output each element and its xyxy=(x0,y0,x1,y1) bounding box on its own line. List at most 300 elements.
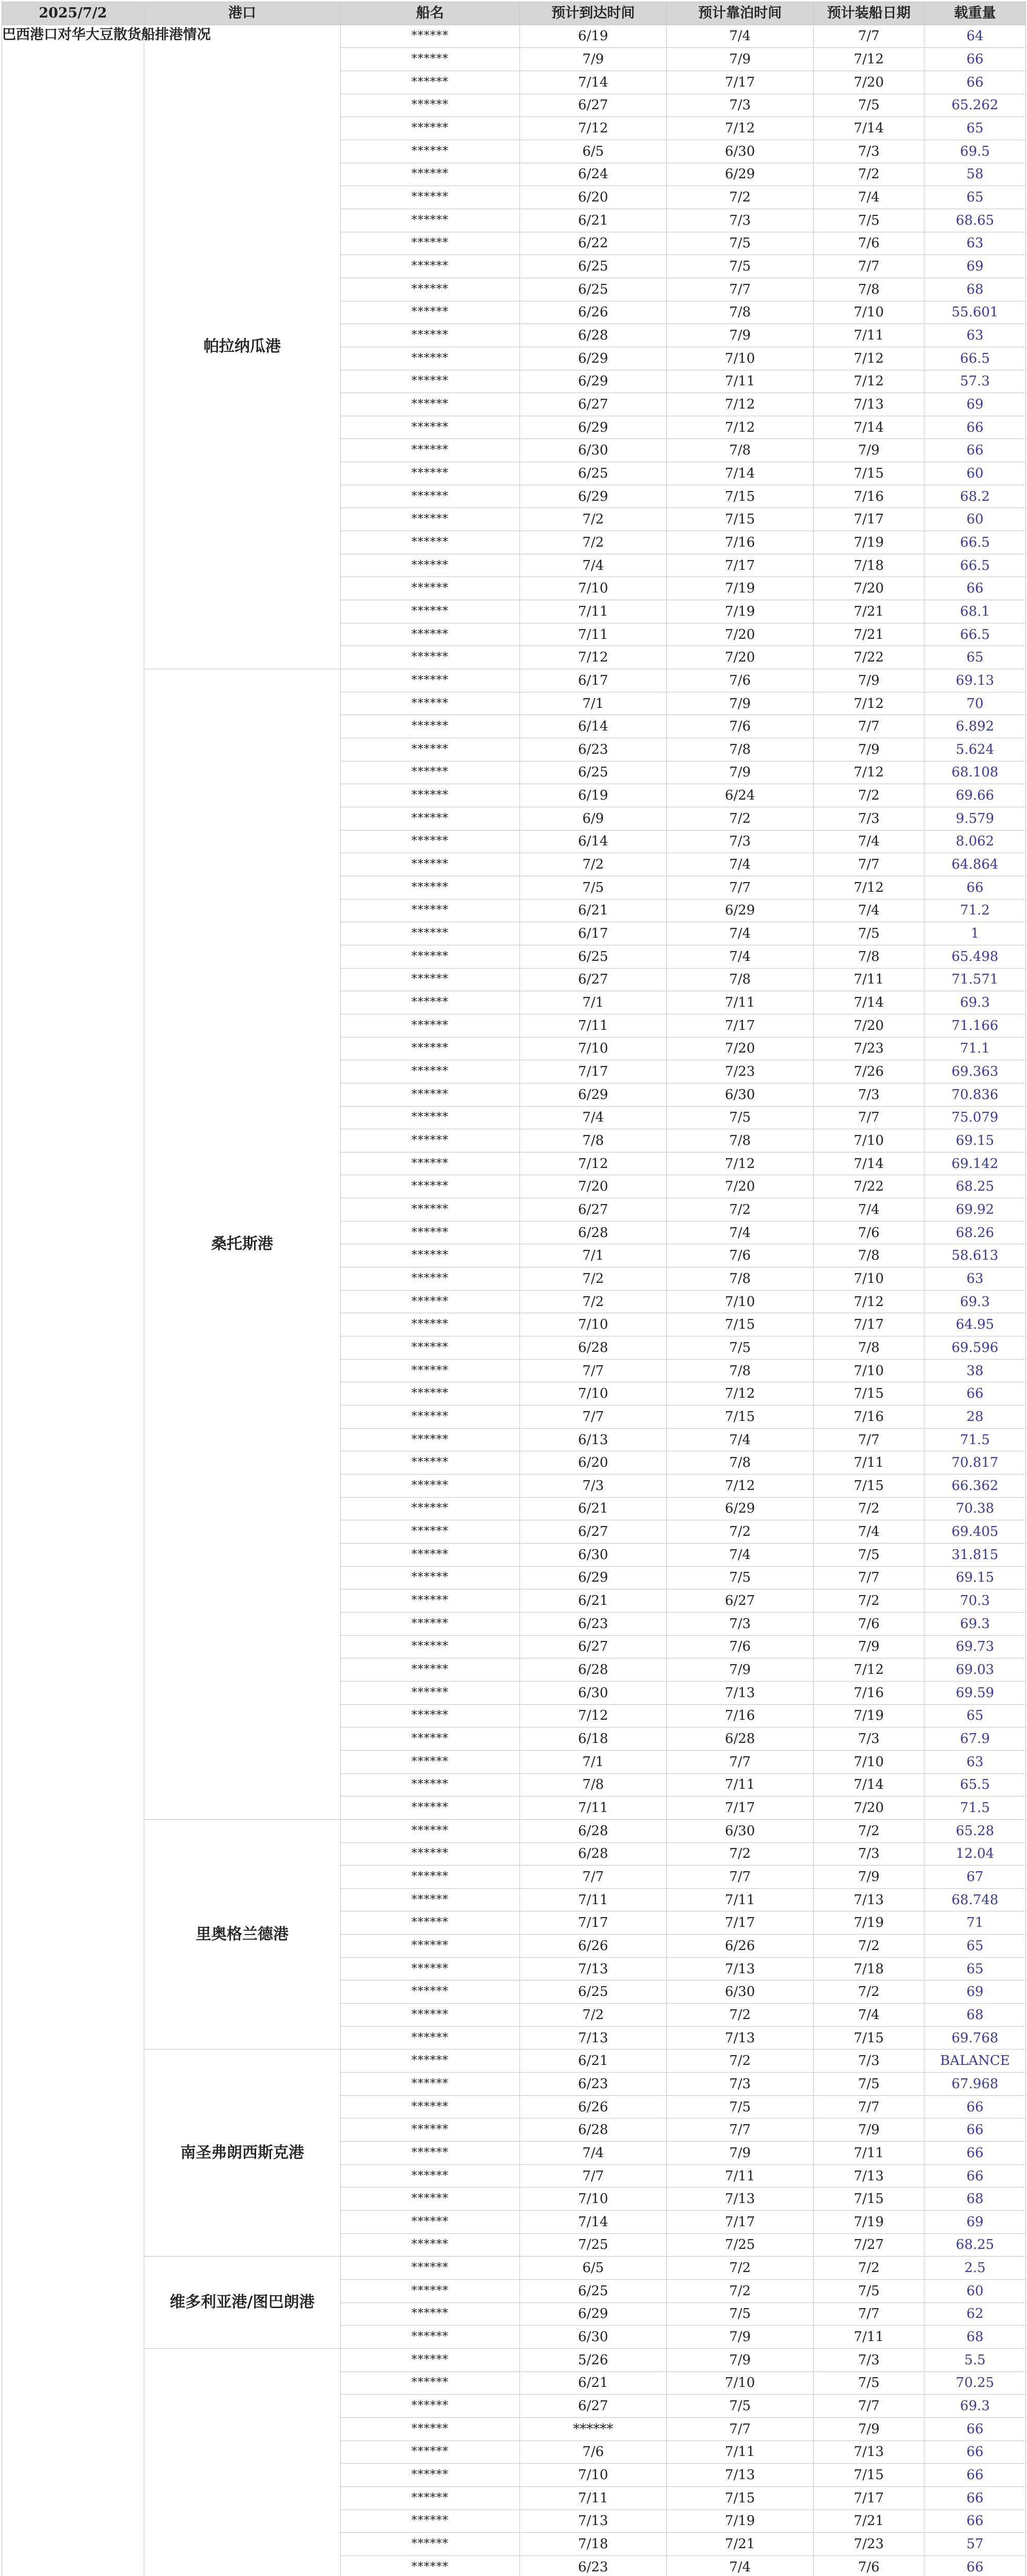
etb-cell: 6/30 xyxy=(667,1083,814,1106)
etl-cell: 7/11 xyxy=(814,1451,924,1475)
quantity-cell: 63 xyxy=(924,324,1026,347)
eta-cell: 6/26 xyxy=(520,2095,667,2119)
etb-cell: 7/6 xyxy=(667,715,814,738)
etl-cell: 7/11 xyxy=(814,968,924,991)
eta-cell: 7/9 xyxy=(520,48,667,71)
ship-name-cell: ****** xyxy=(341,2326,520,2349)
quantity-cell: 5.5 xyxy=(924,2348,1026,2371)
eta-cell: 6/29 xyxy=(520,370,667,393)
etb-cell: 7/12 xyxy=(667,416,814,439)
etl-cell: 7/20 xyxy=(814,577,924,600)
etl-cell: 7/3 xyxy=(814,140,924,163)
etb-cell: 7/3 xyxy=(667,209,814,232)
ship-name-cell: ****** xyxy=(341,2026,520,2049)
eta-cell: 7/2 xyxy=(520,1290,667,1313)
eta-cell: 6/30 xyxy=(520,439,667,462)
ship-name-cell: ****** xyxy=(341,1543,520,1566)
quantity-cell: 69.92 xyxy=(924,1198,1026,1222)
quantity-cell: 69.363 xyxy=(924,1060,1026,1083)
etl-cell: 7/2 xyxy=(814,1819,924,1842)
etb-cell: 7/14 xyxy=(667,462,814,485)
ship-name-cell: ****** xyxy=(341,692,520,715)
etb-cell: 7/8 xyxy=(667,1359,814,1382)
etb-cell: 7/10 xyxy=(667,347,814,370)
quantity-cell: 75.079 xyxy=(924,1106,1026,1129)
etl-cell: 7/12 xyxy=(814,370,924,393)
etb-cell: 7/19 xyxy=(667,600,814,623)
quantity-cell: 66 xyxy=(924,2417,1026,2441)
eta-cell: 7/11 xyxy=(520,1888,667,1911)
ship-name-cell: ****** xyxy=(341,1152,520,1175)
etb-cell: 7/6 xyxy=(667,669,814,692)
etl-cell: 7/10 xyxy=(814,1750,924,1773)
eta-cell: 7/11 xyxy=(520,600,667,623)
ship-name-cell: ****** xyxy=(341,830,520,853)
quantity-cell: 63 xyxy=(924,232,1026,255)
etl-cell: 7/13 xyxy=(814,2441,924,2464)
eta-cell: 6/29 xyxy=(520,1566,667,1589)
ship-name-cell: ****** xyxy=(341,554,520,577)
etb-cell: 7/15 xyxy=(667,1313,814,1336)
quantity-cell: 65 xyxy=(924,1957,1026,1980)
quantity-cell: 65 xyxy=(924,186,1026,209)
etb-cell: 7/7 xyxy=(667,2417,814,2441)
etl-cell: 7/13 xyxy=(814,1888,924,1911)
etl-cell: 7/12 xyxy=(814,761,924,784)
table-row xyxy=(2,2049,1026,2073)
eta-cell: 6/20 xyxy=(520,1451,667,1475)
port-name: 帕拉纳瓜港 xyxy=(144,25,341,669)
ship-name-cell: ****** xyxy=(341,416,520,439)
etl-cell: 7/8 xyxy=(814,945,924,968)
header-etb: 预计靠泊时间 xyxy=(667,2,814,25)
ship-name-cell: ****** xyxy=(341,370,520,393)
etl-cell: 7/5 xyxy=(814,2073,924,2096)
quantity-cell: 5.624 xyxy=(924,738,1026,761)
ship-name-cell: ****** xyxy=(341,1957,520,1980)
etb-cell: 7/13 xyxy=(667,1681,814,1704)
quantity-cell: 69.73 xyxy=(924,1635,1026,1658)
eta-cell: 6/14 xyxy=(520,830,667,853)
ship-name-cell: ****** xyxy=(341,784,520,807)
etb-cell: 7/7 xyxy=(667,876,814,899)
quantity-cell: 65 xyxy=(924,646,1026,669)
eta-cell: 7/2 xyxy=(520,1267,667,1291)
etb-cell: 7/10 xyxy=(667,2371,814,2395)
etl-cell: 7/7 xyxy=(814,853,924,876)
quantity-cell: 66.5 xyxy=(924,554,1026,577)
etl-cell: 7/7 xyxy=(814,1566,924,1589)
etl-cell: 7/20 xyxy=(814,1014,924,1037)
ship-name-cell: ****** xyxy=(341,1313,520,1336)
eta-cell: 7/6 xyxy=(520,2441,667,2464)
etl-cell: 7/3 xyxy=(814,1727,924,1751)
ship-name-cell: ****** xyxy=(341,1980,520,2004)
etl-cell: 7/4 xyxy=(814,186,924,209)
header-quantity: 载重量 xyxy=(924,2,1026,25)
quantity-cell: 68.2 xyxy=(924,485,1026,508)
quantity-cell: 66 xyxy=(924,416,1026,439)
etl-cell: 7/8 xyxy=(814,1336,924,1360)
eta-cell: 6/28 xyxy=(520,324,667,347)
quantity-cell: 66 xyxy=(924,1382,1026,1405)
quantity-cell: 71.1 xyxy=(924,1037,1026,1060)
etb-cell: 7/2 xyxy=(667,186,814,209)
ship-name-cell: ****** xyxy=(341,807,520,830)
quantity-cell: 68.26 xyxy=(924,1221,1026,1244)
etb-cell: 7/5 xyxy=(667,232,814,255)
eta-cell: 6/27 xyxy=(520,1198,667,1222)
etb-cell: 7/15 xyxy=(667,485,814,508)
quantity-cell: 69.3 xyxy=(924,991,1026,1014)
etb-cell: 7/4 xyxy=(667,853,814,876)
eta-cell: 6/25 xyxy=(520,255,667,278)
etl-cell: 7/10 xyxy=(814,301,924,324)
quantity-cell: 66 xyxy=(924,2441,1026,2464)
etl-cell: 7/2 xyxy=(814,1589,924,1613)
ship-name-cell: ****** xyxy=(341,485,520,508)
eta-cell: 7/13 xyxy=(520,1957,667,1980)
ship-name-cell: ****** xyxy=(341,1911,520,1935)
etb-cell: 6/29 xyxy=(667,163,814,186)
ship-name-cell: ****** xyxy=(341,2095,520,2119)
ship-name-cell: ****** xyxy=(341,2348,520,2371)
etb-cell: 7/17 xyxy=(667,1014,814,1037)
etb-cell: 7/4 xyxy=(667,922,814,945)
etl-cell: 7/4 xyxy=(814,1198,924,1222)
eta-cell: 6/5 xyxy=(520,140,667,163)
table-row xyxy=(2,669,1026,692)
quantity-cell: 57 xyxy=(924,2533,1026,2556)
eta-cell: 7/17 xyxy=(520,1911,667,1935)
eta-cell: 7/4 xyxy=(520,2142,667,2165)
quantity-cell: 66 xyxy=(924,2486,1026,2510)
quantity-cell: 65 xyxy=(924,1704,1026,1727)
etl-cell: 7/2 xyxy=(814,1980,924,2004)
etb-cell: 7/4 xyxy=(667,945,814,968)
ship-name-cell: ****** xyxy=(341,1060,520,1083)
etl-cell: 7/7 xyxy=(814,1106,924,1129)
ship-name-cell: ****** xyxy=(341,2233,520,2257)
eta-cell: 7/2 xyxy=(520,508,667,531)
etb-cell: 7/5 xyxy=(667,2095,814,2119)
eta-cell: 7/12 xyxy=(520,117,667,140)
etl-cell: 7/4 xyxy=(814,2004,924,2027)
ship-name-cell: ****** xyxy=(341,1083,520,1106)
eta-cell: 6/27 xyxy=(520,393,667,416)
quantity-cell: 1 xyxy=(924,922,1026,945)
eta-cell: 6/29 xyxy=(520,485,667,508)
ship-name-cell: ****** xyxy=(341,2211,520,2234)
etb-cell: 6/29 xyxy=(667,1497,814,1520)
quantity-cell: 70.817 xyxy=(924,1451,1026,1475)
etb-cell: 7/17 xyxy=(667,554,814,577)
etb-cell: 6/30 xyxy=(667,1980,814,2004)
etl-cell: 7/18 xyxy=(814,554,924,577)
quantity-cell: 69.03 xyxy=(924,1658,1026,1682)
ship-name-cell: ****** xyxy=(341,2417,520,2441)
quantity-cell: 70 xyxy=(924,692,1026,715)
eta-cell: 6/13 xyxy=(520,1428,667,1451)
etb-cell: 7/9 xyxy=(667,2142,814,2165)
ship-name-cell: ****** xyxy=(341,232,520,255)
quantity-cell: 67 xyxy=(924,1866,1026,1889)
quantity-cell: 67.9 xyxy=(924,1727,1026,1751)
etb-cell: 7/5 xyxy=(667,1336,814,1360)
quantity-cell: 66.5 xyxy=(924,531,1026,554)
etb-cell: 7/3 xyxy=(667,1612,814,1635)
etl-cell: 7/8 xyxy=(814,278,924,301)
etb-cell: 7/23 xyxy=(667,1060,814,1083)
ship-name-cell: ****** xyxy=(341,48,520,71)
eta-cell: 6/30 xyxy=(520,2326,667,2349)
ship-name-cell: ****** xyxy=(341,2142,520,2165)
etl-cell: 7/16 xyxy=(814,1405,924,1429)
etl-cell: 7/2 xyxy=(814,1935,924,1958)
etb-cell: 7/10 xyxy=(667,1290,814,1313)
eta-cell: 6/27 xyxy=(520,1520,667,1544)
ship-name-cell: ****** xyxy=(341,1727,520,1751)
ship-name-cell: ****** xyxy=(341,1129,520,1153)
etl-cell: 7/9 xyxy=(814,738,924,761)
etl-cell: 7/2 xyxy=(814,2257,924,2280)
etb-cell: 7/4 xyxy=(667,1221,814,1244)
etl-cell: 7/2 xyxy=(814,163,924,186)
etl-cell: 7/9 xyxy=(814,669,924,692)
ship-name-cell: ****** xyxy=(341,600,520,623)
etl-cell: 7/9 xyxy=(814,2417,924,2441)
quantity-cell: 64.95 xyxy=(924,1313,1026,1336)
etb-cell: 7/6 xyxy=(667,1244,814,1267)
etb-cell: 7/19 xyxy=(667,2510,814,2533)
etl-cell: 7/6 xyxy=(814,1221,924,1244)
etl-cell: 7/14 xyxy=(814,1773,924,1797)
port-name xyxy=(144,2348,341,2576)
quantity-cell: 68.25 xyxy=(924,1175,1026,1198)
eta-cell: 7/10 xyxy=(520,2464,667,2487)
quantity-cell: 12.04 xyxy=(924,1842,1026,1866)
etb-cell: 6/30 xyxy=(667,140,814,163)
quantity-cell: 68.65 xyxy=(924,209,1026,232)
etb-cell: 6/28 xyxy=(667,1727,814,1751)
eta-cell: 7/10 xyxy=(520,1382,667,1405)
quantity-cell: 69.66 xyxy=(924,784,1026,807)
etl-cell: 7/15 xyxy=(814,1382,924,1405)
ship-name-cell: ****** xyxy=(341,1428,520,1451)
eta-cell: 6/29 xyxy=(520,2302,667,2326)
ship-name-cell: ****** xyxy=(341,117,520,140)
ship-name-cell: ****** xyxy=(341,2486,520,2510)
eta-cell: 7/1 xyxy=(520,1750,667,1773)
etl-cell: 7/7 xyxy=(814,255,924,278)
etb-cell: 7/9 xyxy=(667,1658,814,1682)
table-row xyxy=(2,2348,1026,2371)
ship-name-cell: ****** xyxy=(341,186,520,209)
quantity-cell: 65 xyxy=(924,1935,1026,1958)
ship-name-cell: ****** xyxy=(341,94,520,117)
port-name: 维多利亚港/图巴朗港 xyxy=(144,2257,341,2349)
quantity-cell: 67.968 xyxy=(924,2073,1026,2096)
etb-cell: 7/11 xyxy=(667,2164,814,2188)
ship-name-cell: ****** xyxy=(341,2555,520,2576)
etl-cell: 7/12 xyxy=(814,1290,924,1313)
quantity-cell: 69 xyxy=(924,1980,1026,2004)
etb-cell: 7/12 xyxy=(667,1152,814,1175)
table-row xyxy=(2,2257,1026,2280)
quantity-cell: 66 xyxy=(924,71,1026,94)
eta-cell: 5/26 xyxy=(520,2348,667,2371)
ship-name-cell: ****** xyxy=(341,347,520,370)
etb-cell: 7/20 xyxy=(667,646,814,669)
ship-name-cell: ****** xyxy=(341,945,520,968)
quantity-cell: 58 xyxy=(924,163,1026,186)
etl-cell: 7/2 xyxy=(814,1497,924,1520)
quantity-cell: 63 xyxy=(924,1750,1026,1773)
ship-name-cell: ****** xyxy=(341,1935,520,1958)
etb-cell: 7/5 xyxy=(667,2395,814,2418)
etb-cell: 6/29 xyxy=(667,899,814,922)
quantity-cell: 65.28 xyxy=(924,1819,1026,1842)
quantity-cell: 69 xyxy=(924,393,1026,416)
eta-cell: 7/8 xyxy=(520,1129,667,1153)
etl-cell: 7/9 xyxy=(814,1866,924,1889)
eta-cell: 7/10 xyxy=(520,1313,667,1336)
ship-name-cell: ****** xyxy=(341,1681,520,1704)
etl-cell: 7/19 xyxy=(814,1704,924,1727)
quantity-cell: 68.1 xyxy=(924,600,1026,623)
etb-cell: 7/2 xyxy=(667,807,814,830)
etl-cell: 7/9 xyxy=(814,2119,924,2142)
eta-cell: 7/14 xyxy=(520,71,667,94)
etb-cell: 7/9 xyxy=(667,2326,814,2349)
etl-cell: 7/21 xyxy=(814,2510,924,2533)
etl-cell: 7/27 xyxy=(814,2233,924,2257)
eta-cell: ****** xyxy=(520,2417,667,2441)
etb-cell: 7/4 xyxy=(667,1543,814,1566)
etl-cell: 7/4 xyxy=(814,899,924,922)
etl-cell: 7/5 xyxy=(814,2371,924,2395)
eta-cell: 6/30 xyxy=(520,1681,667,1704)
etb-cell: 7/17 xyxy=(667,1911,814,1935)
ship-name-cell: ****** xyxy=(341,2073,520,2096)
eta-cell: 6/25 xyxy=(520,1980,667,2004)
etb-cell: 6/30 xyxy=(667,1819,814,1842)
ship-name-cell: ****** xyxy=(341,991,520,1014)
quantity-cell: 66 xyxy=(924,2142,1026,2165)
eta-cell: 7/8 xyxy=(520,1773,667,1797)
etb-cell: 7/5 xyxy=(667,1566,814,1589)
quantity-cell: 9.579 xyxy=(924,807,1026,830)
quantity-cell: 28 xyxy=(924,1405,1026,1429)
eta-cell: 6/28 xyxy=(520,1221,667,1244)
etb-cell: 7/8 xyxy=(667,1267,814,1291)
quantity-cell: 60 xyxy=(924,462,1026,485)
etl-cell: 7/13 xyxy=(814,393,924,416)
quantity-cell: 71.571 xyxy=(924,968,1026,991)
eta-cell: 6/9 xyxy=(520,807,667,830)
quantity-cell: 58.613 xyxy=(924,1244,1026,1267)
eta-cell: 7/13 xyxy=(520,2026,667,2049)
etb-cell: 7/7 xyxy=(667,1866,814,1889)
ship-name-cell: ****** xyxy=(341,301,520,324)
etl-cell: 7/7 xyxy=(814,1428,924,1451)
port-name: 桑托斯港 xyxy=(144,669,341,1820)
etb-cell: 7/16 xyxy=(667,531,814,554)
etb-cell: 7/17 xyxy=(667,71,814,94)
eta-cell: 7/18 xyxy=(520,2533,667,2556)
etb-cell: 7/8 xyxy=(667,439,814,462)
quantity-cell: 71.166 xyxy=(924,1014,1026,1037)
etl-cell: 7/17 xyxy=(814,508,924,531)
ship-name-cell: ****** xyxy=(341,462,520,485)
etb-cell: 7/2 xyxy=(667,1842,814,1866)
quantity-cell: 70.38 xyxy=(924,1497,1026,1520)
etl-cell: 7/15 xyxy=(814,2464,924,2487)
quantity-cell: 62 xyxy=(924,2302,1026,2326)
eta-cell: 7/25 xyxy=(520,2233,667,2257)
etl-cell: 7/17 xyxy=(814,2486,924,2510)
etl-cell: 7/9 xyxy=(814,439,924,462)
eta-cell: 6/28 xyxy=(520,1819,667,1842)
etl-cell: 7/3 xyxy=(814,2049,924,2073)
port-name: 里奥格兰德港 xyxy=(144,1819,341,2049)
eta-cell: 6/25 xyxy=(520,278,667,301)
etl-cell: 7/5 xyxy=(814,209,924,232)
ship-name-cell: ****** xyxy=(341,1198,520,1222)
etl-cell: 7/16 xyxy=(814,485,924,508)
quantity-cell: 68 xyxy=(924,2188,1026,2211)
quantity-cell: 66 xyxy=(924,2164,1026,2188)
quantity-cell: 60 xyxy=(924,2279,1026,2302)
quantity-cell: 63 xyxy=(924,1267,1026,1291)
etl-cell: 7/20 xyxy=(814,1797,924,1820)
eta-cell: 6/19 xyxy=(520,25,667,48)
eta-cell: 6/25 xyxy=(520,945,667,968)
ship-name-cell: ****** xyxy=(341,278,520,301)
eta-cell: 7/2 xyxy=(520,2004,667,2027)
eta-cell: 6/20 xyxy=(520,186,667,209)
quantity-cell: 71.2 xyxy=(924,899,1026,922)
etb-cell: 7/2 xyxy=(667,2049,814,2073)
etl-cell: 7/12 xyxy=(814,876,924,899)
etl-cell: 7/19 xyxy=(814,1911,924,1935)
etl-cell: 7/13 xyxy=(814,2164,924,2188)
etb-cell: 7/7 xyxy=(667,278,814,301)
quantity-cell: BALANCE xyxy=(924,2049,1026,2073)
etb-cell: 7/12 xyxy=(667,1475,814,1498)
etb-cell: 7/9 xyxy=(667,2348,814,2371)
quantity-cell: 66.362 xyxy=(924,1475,1026,1498)
etl-cell: 7/5 xyxy=(814,2279,924,2302)
etb-cell: 6/24 xyxy=(667,784,814,807)
etl-cell: 7/15 xyxy=(814,2188,924,2211)
quantity-cell: 57.3 xyxy=(924,370,1026,393)
quantity-cell: 70.25 xyxy=(924,2371,1026,2395)
eta-cell: 7/3 xyxy=(520,1475,667,1498)
eta-cell: 7/1 xyxy=(520,991,667,1014)
quantity-cell: 69.768 xyxy=(924,2026,1026,2049)
quantity-cell: 66 xyxy=(924,48,1026,71)
ship-name-cell: ****** xyxy=(341,761,520,784)
ship-name-cell: ****** xyxy=(341,1589,520,1613)
etb-cell: 7/4 xyxy=(667,2555,814,2576)
quantity-cell: 69.13 xyxy=(924,669,1026,692)
ship-name-cell: ****** xyxy=(341,25,520,48)
etl-cell: 7/19 xyxy=(814,2211,924,2234)
ship-name-cell: ****** xyxy=(341,1267,520,1291)
quantity-cell: 55.601 xyxy=(924,301,1026,324)
eta-cell: 6/23 xyxy=(520,2555,667,2576)
